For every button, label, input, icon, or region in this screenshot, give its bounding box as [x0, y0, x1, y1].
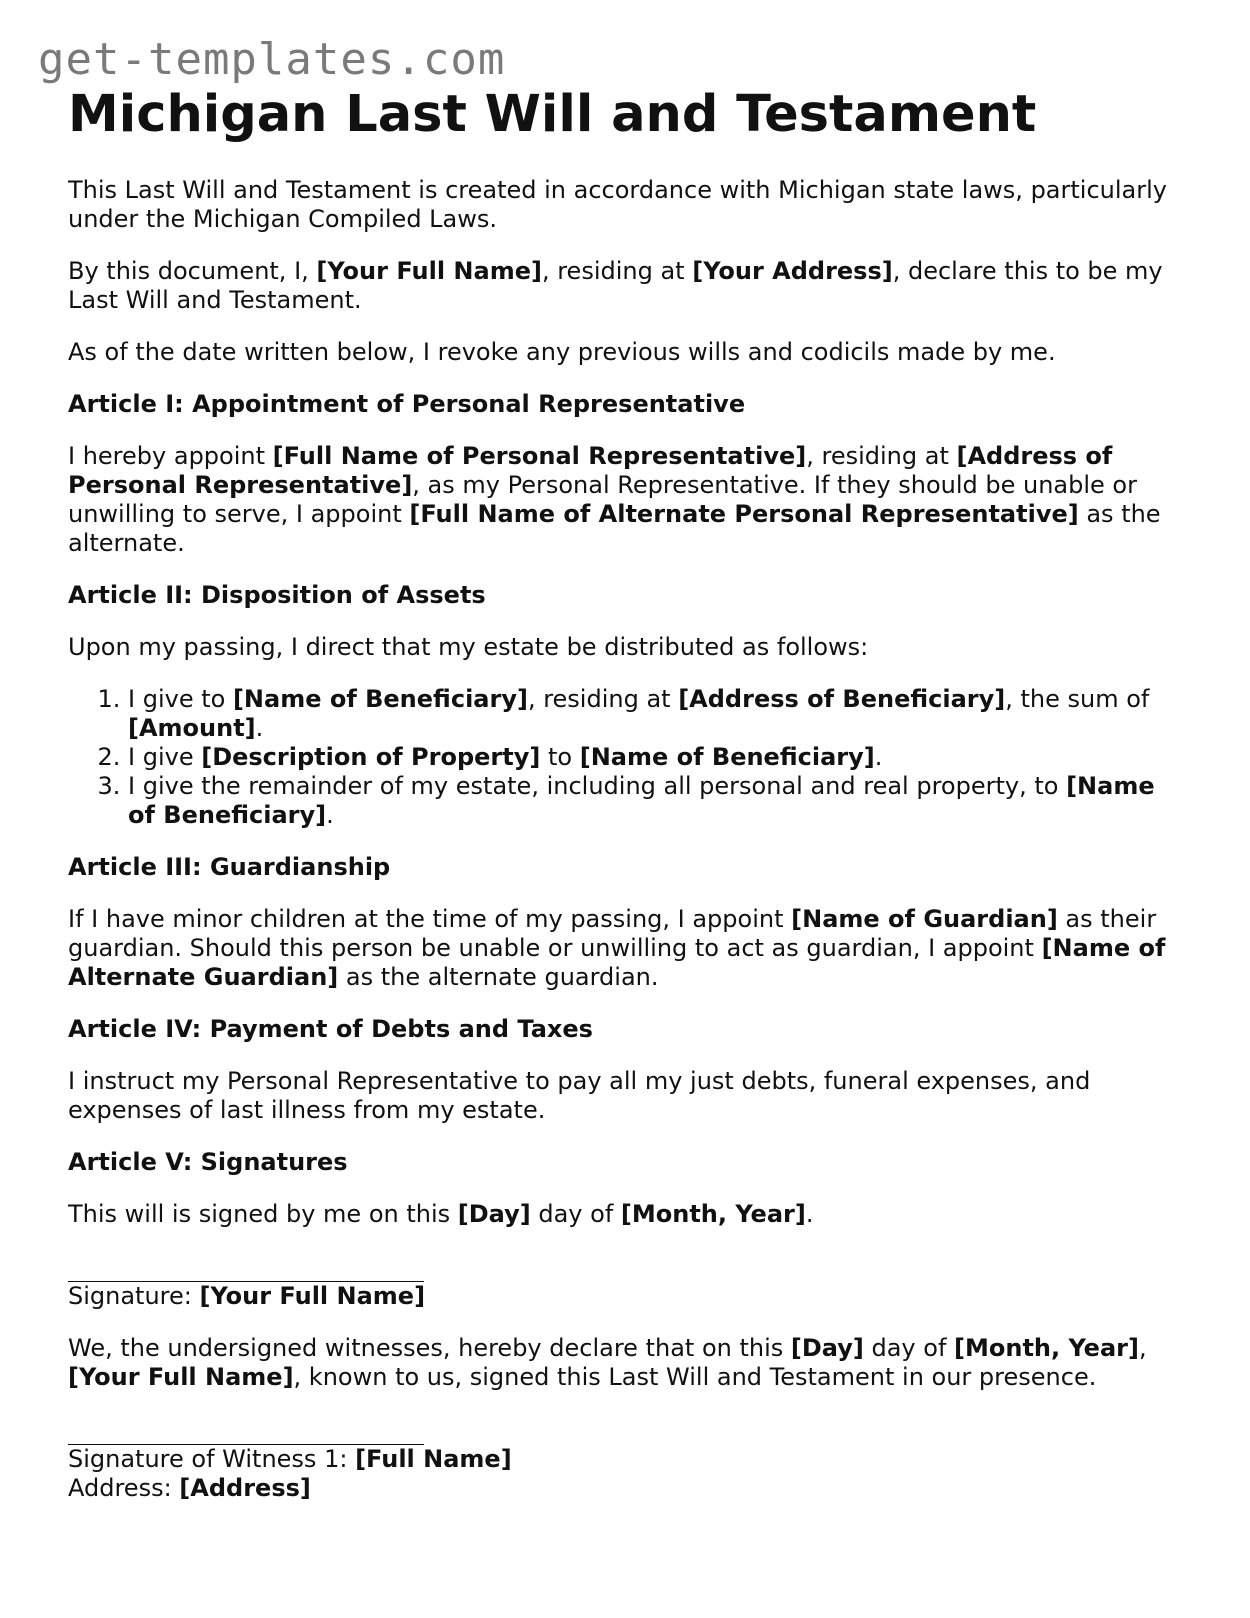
- article-2-heading: Article II: Disposition of Assets: [68, 581, 486, 609]
- document-title: Michigan Last Will and Testament: [68, 85, 1037, 144]
- article-4-heading: Article IV: Payment of Debts and Taxes: [68, 1015, 593, 1043]
- placeholder-month-year: [Month, Year]: [620, 1200, 806, 1228]
- article-4-paragraph: I instruct my Personal Representative to pay all my just debts, funeral expenses, and expenses of last illness from my estate.: [68, 1067, 1091, 1124]
- placeholder-alt-guardian: [Name of Alternate Guardian]: [68, 934, 1166, 991]
- article-3-heading: Article III: Guardianship: [68, 853, 391, 881]
- placeholder-day: [Day]: [457, 1200, 531, 1228]
- witness-1-signature-block: [68, 1422, 1188, 1503]
- testator-signature-block: [68, 1259, 1188, 1311]
- placeholder-guardian: [Name of Guardian]: [791, 905, 1058, 933]
- witness-1-address: Address: [Address]: [68, 1474, 311, 1502]
- article-1-heading: Article I: Appointment of Personal Representative: [68, 390, 746, 418]
- article-5-heading: Article V: Signatures: [68, 1148, 348, 1176]
- article-3-paragraph: If I have minor children at the time of my passing, I appoint [Name of Guardian] as their guardian. Should this person be unable or unwilling to act as guardian, I appoint [Name of Alternate Guardian] as the alternate guardian.: [68, 905, 1166, 991]
- bequest-list: [68, 685, 1188, 830]
- placeholder-rep-name: [Full Name of Personal Representative]: [272, 442, 807, 470]
- article-1-paragraph: I hereby appoint [Full Name of Personal Representative], residing at [Address of Personal Representative], as my Personal Representative. If they should be unable or unwilling to serve, I appoint [Full Name of Alternate Personal Representative] as the alternate.: [68, 442, 1161, 557]
- signature-line[interactable]: [68, 1259, 424, 1282]
- bequest-item-2: 2. I give [Description of Property] to [Name of Beneficiary].: [128, 743, 1188, 772]
- witness-1-label: Signature of Witness 1: [Full Name]: [68, 1445, 512, 1473]
- declaration-paragraph: By this document, I, [Your Full Name], residing at [Your Address], declare this to be my Last Will and Testament.: [68, 257, 1163, 314]
- witness-1-signature-line[interactable]: [68, 1422, 424, 1445]
- bequest-item-1: 1. I give to [Name of Beneficiary], residing at [Address of Beneficiary], the sum of [Amount].: [128, 685, 1188, 743]
- watermark-logo: get-templates.com: [38, 34, 506, 85]
- bequest-item-3: 3. I give the remainder of my estate, including all personal and real property, to [Name of Beneficiary].: [128, 772, 1188, 830]
- placeholder-alt-rep-name: [Full Name of Alternate Personal Representative]: [409, 500, 1079, 528]
- testator-signature-label: Signature: [Your Full Name]: [68, 1282, 426, 1310]
- article-5-paragraph: This will is signed by me on this [Day] day of [Month, Year].: [68, 1200, 814, 1228]
- placeholder-rep-address: [Address of Personal Representative]: [68, 442, 1113, 499]
- witness-declaration: We, the undersigned witnesses, hereby declare that on this [Day] day of [Month, Year], [Your Full Name], known to us, signed this Last Will and Testament in our presence.: [68, 1334, 1147, 1391]
- revocation-paragraph: As of the date written below, I revoke any previous wills and codicils made by me.: [68, 338, 1056, 366]
- placeholder-your-address: [Your Address]: [692, 257, 893, 285]
- article-2-lead: Upon my passing, I direct that my estate be distributed as follows:: [68, 633, 869, 661]
- intro-paragraph: This Last Will and Testament is created in accordance with Michigan state laws, particularly under the Michigan Compiled Laws.: [68, 176, 1167, 233]
- document-body: [68, 176, 1188, 1526]
- placeholder-your-full-name: [Your Full Name]: [316, 257, 542, 285]
